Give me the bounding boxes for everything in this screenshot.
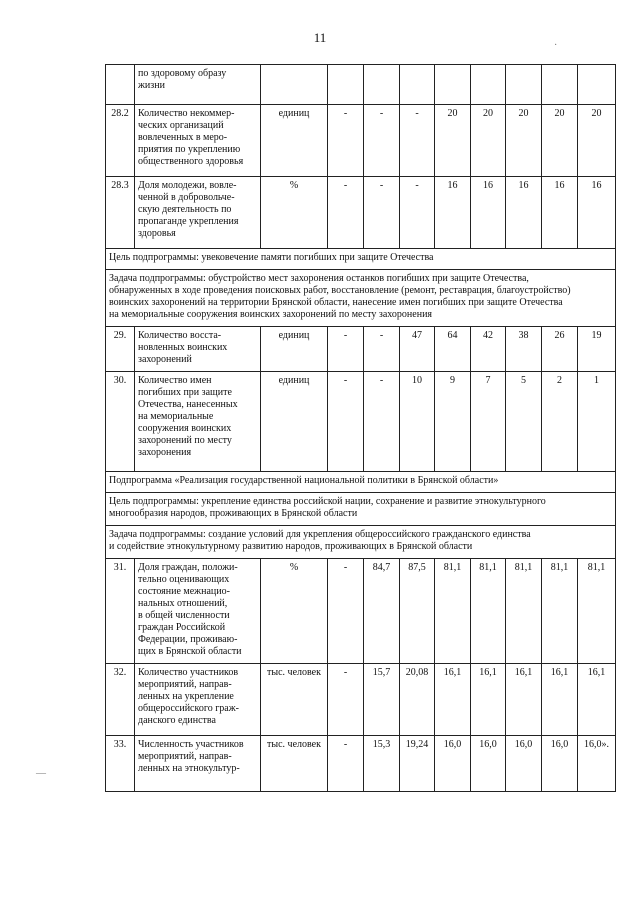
scan-dash: — [36,768,46,779]
indicator-value [328,65,364,105]
indicator-value: 20 [435,105,471,177]
indicator-value: - [328,327,364,372]
indicator-value: 20 [578,105,616,177]
indicator-value: 81,1 [471,559,506,664]
indicator-value: 10 [400,372,435,472]
row-number: 30. [106,372,135,472]
indicator-value: 26 [542,327,578,372]
indicator-name: Количество восста- новленных воинских захоронений [135,327,261,372]
indicator-value: 16 [578,177,616,249]
indicator-value: 87,5 [400,559,435,664]
indicator-value: 16,1 [542,664,578,736]
indicator-value [400,65,435,105]
indicator-value: 16,1 [506,664,542,736]
indicator-value [471,65,506,105]
indicator-value: 16,1 [471,664,506,736]
indicator-row [106,664,616,736]
task-text-1: Задача подпрограммы: обустройство мест захоронения останков погибших при защите Отечества, обнаруженных в ходе проведения поисковых работ, восстановление (ремонт, реставрация, благоустройство) воинских захоронений на территории Брянской области, нанесение имен погибших при защите Отечества на мемориальные сооружения воинских захоронений по месту захоронения [106,270,616,327]
unit-of-measure: % [261,559,328,664]
indicator-name: Количество имен погибших при защите Отечества, нанесенных на мемориальные сооружения воинских захоронений по месту захоронения [135,372,261,472]
indicator-value: 15,7 [364,664,400,736]
unit-of-measure [261,65,328,105]
goal-row-2 [106,493,616,526]
row-number: 32. [106,664,135,736]
indicator-value: 15,3 [364,736,400,792]
scan-speck: · [554,40,558,51]
indicator-value: 1 [578,372,616,472]
indicator-value: 81,1 [542,559,578,664]
indicator-value [435,65,471,105]
indicator-value: 16,0 [506,736,542,792]
row-number [106,65,135,105]
indicator-name: Количество некоммер- ческих организаций вовлеченных в меро- приятия по укреплению общественного здоровья [135,105,261,177]
goal-text-2: Цель подпрограммы: укрепление единства российской нации, сохранение и развитие этнокультурного многообразия народов, проживающих в Брянской области [106,493,616,526]
indicator-name: по здоровому образу жизни [135,65,261,105]
indicator-value: 16,1 [435,664,471,736]
goal-row-1 [106,249,616,270]
indicator-value: 7 [471,372,506,472]
indicator-value: 81,1 [506,559,542,664]
indicator-value [578,65,616,105]
indicator-value: - [364,372,400,472]
indicator-value: - [328,736,364,792]
indicator-value: 20 [542,105,578,177]
indicator-row [106,372,616,472]
unit-of-measure: единиц [261,372,328,472]
indicator-value: 16 [506,177,542,249]
indicator-name: Доля граждан, положи- тельно оценивающих состояние межнацио- нальных отношений, в общей численности граждан Российской Федерации, проживаю- щих в Брянской области [135,559,261,664]
indicator-name: Численность участников мероприятий, направ- ленных на этнокультур- [135,736,261,792]
indicator-value: 16 [471,177,506,249]
row-number: 28.3 [106,177,135,249]
indicator-value: 81,1 [435,559,471,664]
indicator-value: 16,0 [435,736,471,792]
indicator-value: 84,7 [364,559,400,664]
unit-of-measure: % [261,177,328,249]
indicator-row [106,327,616,372]
indicator-value: 16,0». [578,736,616,792]
unit-of-measure: тыс. человек [261,664,328,736]
indicator-value: - [364,105,400,177]
indicator-value: 42 [471,327,506,372]
indicator-value: - [364,177,400,249]
page-number: 11 [313,30,327,45]
indicator-value: 38 [506,327,542,372]
indicator-value: - [400,105,435,177]
indicator-value: 16,0 [471,736,506,792]
indicator-value: - [328,559,364,664]
indicator-value: - [328,372,364,472]
row-number: 33. [106,736,135,792]
indicator-row [106,559,616,664]
indicator-value: 19 [578,327,616,372]
indicator-value [506,65,542,105]
indicator-value: 20,08 [400,664,435,736]
unit-of-measure: единиц [261,105,328,177]
indicator-name: Количество участников мероприятий, направ- ленных на укрепление общероссийского граж- данского единства [135,664,261,736]
indicator-value: 20 [506,105,542,177]
indicator-name: Доля молодежи, вовле- ченной в добровольче- скую деятельность по пропаганде укрепления здоровья [135,177,261,249]
row-number: 31. [106,559,135,664]
indicator-value: 47 [400,327,435,372]
indicator-value: 16 [435,177,471,249]
indicator-row [106,736,616,792]
indicator-value: 9 [435,372,471,472]
indicator-row [106,177,616,249]
indicator-value: - [400,177,435,249]
indicator-value: 16 [542,177,578,249]
task-row-1 [106,270,616,327]
indicator-value: 5 [506,372,542,472]
subprogram-row [106,472,616,493]
indicator-value: 16,1 [578,664,616,736]
indicator-value [542,65,578,105]
task-text-2: Задача подпрограммы: создание условий для укрепления общероссийского гражданского единства и содействие этнокультурному развитию народов, проживающих в Брянской области [106,526,616,559]
indicator-value: 16,0 [542,736,578,792]
row-number: 28.2 [106,105,135,177]
unit-of-measure: тыс. человек [261,736,328,792]
unit-of-measure: единиц [261,327,328,372]
indicator-row [106,105,616,177]
indicator-value: 81,1 [578,559,616,664]
indicator-value: - [328,105,364,177]
row-number: 29. [106,327,135,372]
indicator-row [106,65,616,105]
indicator-value: - [328,177,364,249]
subprogram-title: Подпрограмма «Реализация государственной национальной политики в Брянской области» [106,472,616,493]
indicator-value: - [328,664,364,736]
indicator-value [364,65,400,105]
task-row-2 [106,526,616,559]
indicator-value: 2 [542,372,578,472]
indicator-value: - [364,327,400,372]
indicator-value: 64 [435,327,471,372]
indicator-value: 20 [471,105,506,177]
indicator-value: 19,24 [400,736,435,792]
goal-text-1: Цель подпрограммы: увековечение памяти погибших при защите Отечества [106,249,616,270]
indicators-table [105,64,616,792]
